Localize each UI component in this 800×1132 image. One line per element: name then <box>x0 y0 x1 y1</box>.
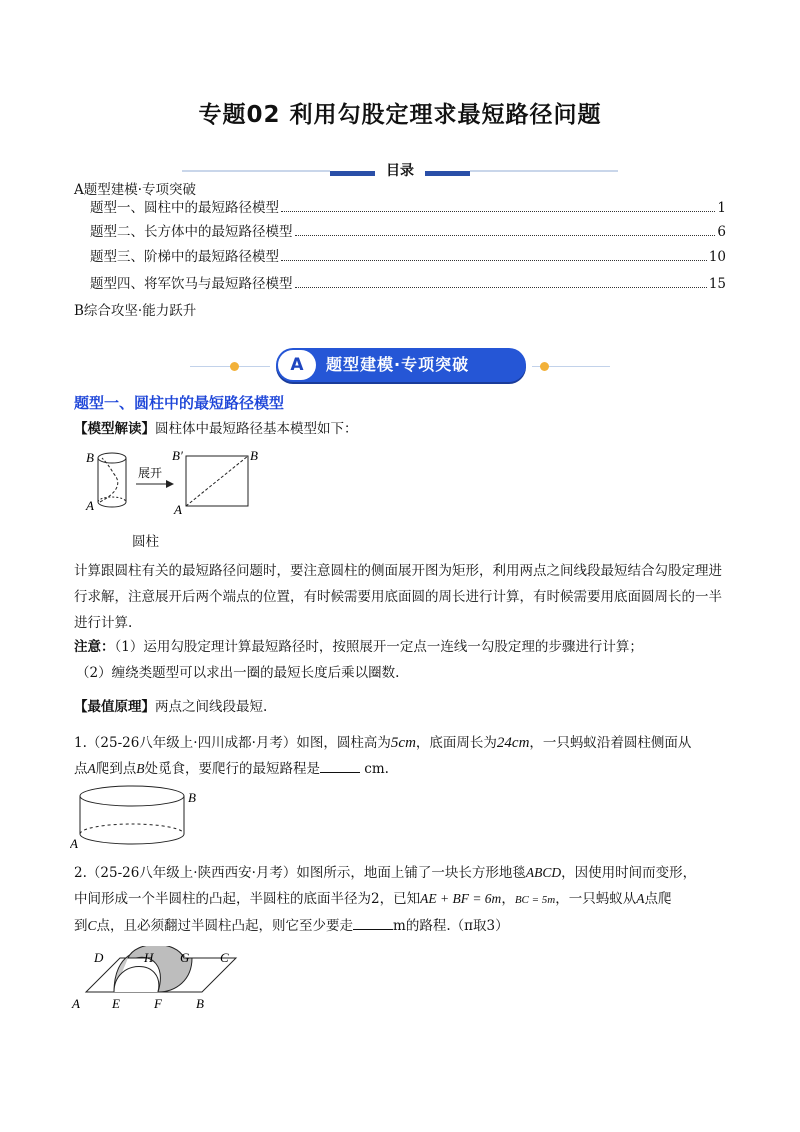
cylinder-unfold-figure <box>74 444 274 524</box>
q1-text: 如图，圆柱高为 <box>296 735 391 751</box>
q2-text: ，因使用时间而变形， <box>561 865 697 881</box>
q2-fig-label-g: G <box>180 950 190 965</box>
toc-item-label: 题型一、圆柱中的最短路径模型 <box>90 200 279 216</box>
q1-cylinder-figure <box>70 780 210 852</box>
principle <box>74 694 734 720</box>
q1-text: 爬到点 <box>95 761 137 777</box>
q2-text: ，已知 <box>379 891 421 907</box>
q1-circumference-value: 24cm <box>496 735 530 751</box>
section-heading: 题型一、圆柱中的最短路径模型 <box>74 394 285 412</box>
q1-answer-blank[interactable] <box>320 772 360 773</box>
banner-badge: A <box>278 350 316 380</box>
q2-text: 到 <box>74 918 88 934</box>
q1-height-value: 5cm <box>390 735 416 751</box>
q1-text: ，一只蚂蚁沿着圆柱侧面从 <box>529 735 692 751</box>
q1-fig-label-b: B <box>188 790 196 805</box>
fig-label-a2: A <box>174 502 182 517</box>
q1-text: 点 <box>74 761 88 777</box>
q2-text: 点，且必须翻过半圆柱凸起，则它至少要走 <box>96 918 354 934</box>
q1-text: ，底面周长为 <box>415 735 497 751</box>
q1-fig-label-a: A <box>70 836 78 851</box>
q2-fig-label-f: F <box>154 996 162 1011</box>
q2-carpet-figure <box>66 946 246 1016</box>
q2-equation-2: BC = 5m <box>514 894 556 906</box>
fig-label-b: B <box>86 450 94 465</box>
section-banner <box>190 348 610 384</box>
q2-fig-label-h: H <box>144 950 154 965</box>
q1-unit: cm. <box>364 761 389 777</box>
toc-part-b: B综合攻坚·能力跃升 <box>74 303 197 319</box>
model-tag: 【模型解读】 <box>74 421 155 437</box>
question-2 <box>74 860 734 939</box>
question-1 <box>74 730 734 782</box>
toc-header <box>0 160 800 180</box>
toc-item[interactable] <box>90 220 726 240</box>
q2-fig-label-e: E <box>112 996 120 1011</box>
note-tag: 注意： <box>74 639 115 655</box>
toc-item[interactable] <box>90 245 726 265</box>
fig-label-b-prime: B′ <box>172 448 183 463</box>
toc-item-label: 题型三、阶梯中的最短路径模型 <box>90 249 279 265</box>
q2-text: ， <box>501 891 515 907</box>
toc-heading: 目录 <box>386 163 414 179</box>
fig-label-b2: B <box>250 448 258 463</box>
q2-fig-label-d: D <box>94 950 104 965</box>
q1-point-b: B <box>136 761 145 776</box>
model-intro <box>74 416 734 442</box>
page-title: 专题02 利用勾股定理求最短路径问题 <box>198 102 602 128</box>
q1-source: （25-26八年级上·四川成都·月考） <box>86 735 297 751</box>
q2-point-a: A <box>636 891 645 906</box>
figure-caption: 圆柱 <box>132 534 159 550</box>
q2-rectangle: ABCD <box>525 865 562 880</box>
q1-point-a: A <box>87 761 96 776</box>
q2-radius: 2 <box>371 891 380 907</box>
banner-text: 题型建模·专项突破 <box>326 355 470 374</box>
q2-source: （25-26八年级上·陕西西安·月考） <box>86 865 297 881</box>
q1-number: 1. <box>74 735 87 751</box>
q2-text: 点爬 <box>644 891 672 907</box>
q2-text: 中间形成一个半圆柱的凸起，半圆柱的底面半径为 <box>74 891 371 907</box>
toc-item-page: 6 <box>717 224 726 240</box>
q2-equation-1: AE + BF = 6m <box>420 891 502 906</box>
q2-text: 如图所示，地面上铺了一块长方形地毯 <box>296 865 526 881</box>
note-1-text: （1）运用勾股定理计算最短路径时，按照展开一定点一连线一勾股定理的步骤进行计算； <box>114 639 643 655</box>
explain-paragraph: 计算跟圆柱有关的最短路径问题时，要注意圆柱的侧面展开图为矩形，利用两点之间线段最短结合勾股定理进行求解，注意展开后两个端点的位置，有时候需要用底面圆的周长进行计算，有时候需要用底面圆周长的一半进行计算. <box>74 563 722 631</box>
toc-item[interactable] <box>90 196 726 216</box>
q2-fig-label-c: C <box>220 950 229 965</box>
principle-tag: 【最值原理】 <box>74 699 155 715</box>
toc-item[interactable] <box>90 272 726 292</box>
q2-fig-label-b: B <box>196 996 204 1011</box>
q1-text: 处觅食，要爬行的最短路程是 <box>144 761 320 777</box>
note-1 <box>74 634 734 660</box>
q2-text: ，一只蚂蚁从 <box>555 891 637 907</box>
q2-number: 2. <box>74 865 87 881</box>
model-text: 圆柱体中最短路径基本模型如下： <box>155 421 358 437</box>
q2-answer-blank[interactable] <box>353 929 393 930</box>
principle-text: 两点之间线段最短. <box>155 699 268 715</box>
note-2: （2）缠绕类题型可以求出一圈的最短长度后乘以圈数. <box>76 665 400 681</box>
fig-label-unfold: 展开 <box>138 466 163 480</box>
toc-item-page: 10 <box>708 249 726 265</box>
toc-item-label: 题型二、长方体中的最短路径模型 <box>90 224 293 240</box>
q2-text: m的路程.（π取3） <box>393 918 509 934</box>
q2-point-c: C <box>87 918 97 933</box>
toc-item-page: 1 <box>717 200 726 216</box>
banner-pill <box>276 348 526 382</box>
q2-fig-label-a: A <box>72 996 80 1011</box>
toc-item-label: 题型四、将军饮马与最短路径模型 <box>90 276 293 292</box>
toc-item-page: 15 <box>708 276 726 292</box>
toc-part-a: A题型建模·专项突破 <box>74 182 197 198</box>
fig-label-a: A <box>86 498 94 513</box>
